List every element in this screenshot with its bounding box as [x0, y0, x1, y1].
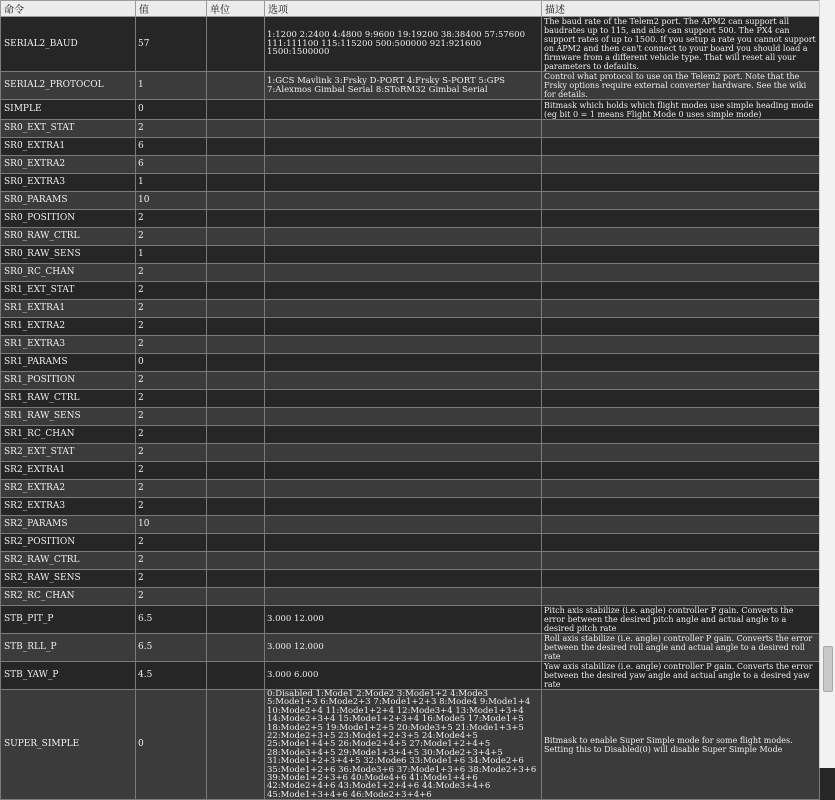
param-unit-cell — [207, 480, 265, 498]
param-value-cell[interactable]: 2 — [136, 498, 207, 516]
table-row[interactable] — [1, 192, 820, 210]
param-name-cell: SR0_RC_CHAN — [1, 264, 136, 282]
param-options-cell — [265, 138, 542, 156]
param-options-cell — [265, 354, 542, 372]
param-options-cell — [265, 462, 542, 480]
param-description-cell — [542, 570, 820, 588]
param-value-cell[interactable]: 6 — [136, 138, 207, 156]
param-name-cell: SR0_EXT_STAT — [1, 120, 136, 138]
table-row[interactable] — [1, 72, 820, 100]
param-name-cell: SR2_POSITION — [1, 534, 136, 552]
param-unit-cell — [207, 264, 265, 282]
param-name-cell: SR0_EXTRA2 — [1, 156, 136, 174]
param-value-cell[interactable]: 10 — [136, 516, 207, 534]
param-value-cell[interactable]: 2 — [136, 390, 207, 408]
table-row[interactable] — [1, 552, 820, 570]
param-value-cell[interactable]: 4.5 — [136, 662, 207, 690]
param-name-cell: SR1_EXT_STAT — [1, 282, 136, 300]
table-row[interactable] — [1, 606, 820, 634]
param-name-cell: SR2_PARAMS — [1, 516, 136, 534]
param-description-cell — [542, 138, 820, 156]
header-command[interactable]: 命令 — [1, 1, 136, 17]
param-description-cell — [542, 282, 820, 300]
param-value-cell[interactable]: 2 — [136, 264, 207, 282]
param-name-cell: SR0_EXTRA1 — [1, 138, 136, 156]
param-options-cell: 1:GCS Mavlink 3:Frsky D-PORT 4:Frsky S-PORT 5:GPS 7:Alexmos Gimbal Serial 8:SToRM32 Gimbal Serial — [265, 72, 542, 100]
param-unit-cell — [207, 100, 265, 120]
param-value-cell[interactable]: 2 — [136, 282, 207, 300]
table-row[interactable] — [1, 210, 820, 228]
param-value-cell[interactable]: 2 — [136, 588, 207, 606]
param-name-cell: SR1_RC_CHAN — [1, 426, 136, 444]
param-unit-cell — [207, 156, 265, 174]
table-row[interactable] — [1, 462, 820, 480]
table-row[interactable] — [1, 516, 820, 534]
param-value-cell[interactable]: 1 — [136, 246, 207, 264]
table-row[interactable] — [1, 390, 820, 408]
param-unit-cell — [207, 390, 265, 408]
param-options-cell — [265, 246, 542, 264]
param-name-cell: SR0_EXTRA3 — [1, 174, 136, 192]
param-name-cell: SR2_EXTRA1 — [1, 462, 136, 480]
param-value-cell[interactable]: 2 — [136, 318, 207, 336]
param-description-cell — [542, 552, 820, 570]
param-unit-cell — [207, 570, 265, 588]
param-options-cell — [265, 100, 542, 120]
param-unit-cell — [207, 354, 265, 372]
param-name-cell: SERIAL2_PROTOCOL — [1, 72, 136, 100]
param-name-cell: STB_PIT_P — [1, 606, 136, 634]
param-description-cell — [542, 192, 820, 210]
param-name-cell: SIMPLE — [1, 100, 136, 120]
param-options-cell — [265, 336, 542, 354]
param-value-cell[interactable]: 10 — [136, 192, 207, 210]
param-unit-cell — [207, 516, 265, 534]
param-value-cell[interactable]: 6 — [136, 156, 207, 174]
param-value-cell[interactable]: 2 — [136, 534, 207, 552]
param-description-cell — [542, 588, 820, 606]
param-value-cell[interactable]: 2 — [136, 408, 207, 426]
table-row[interactable] — [1, 588, 820, 606]
param-value-cell[interactable]: 2 — [136, 462, 207, 480]
vertical-scrollbar[interactable] — [819, 0, 835, 768]
table-row[interactable] — [1, 318, 820, 336]
param-unit-cell — [207, 552, 265, 570]
param-name-cell: SR2_EXT_STAT — [1, 444, 136, 462]
param-options-cell — [265, 390, 542, 408]
param-description-cell — [542, 156, 820, 174]
param-unit-cell — [207, 690, 265, 800]
param-name-cell: SR1_EXTRA3 — [1, 336, 136, 354]
param-description-cell — [542, 426, 820, 444]
param-description-cell — [542, 390, 820, 408]
table-row[interactable] — [1, 120, 820, 138]
param-description-cell: Pitch axis stabilize (i.e. angle) controller P gain. Converts the error between the desired pitch angle and actual angle to a desired pitch rate — [542, 606, 820, 634]
param-value-cell[interactable]: 0 — [136, 354, 207, 372]
param-name-cell: SR2_RAW_CTRL — [1, 552, 136, 570]
param-name-cell: SUPER_SIMPLE — [1, 690, 136, 800]
param-description-cell — [542, 300, 820, 318]
table-row[interactable] — [1, 228, 820, 246]
table-row[interactable] — [1, 17, 820, 72]
param-description-cell: Roll axis stabilize (i.e. angle) controller P gain. Converts the error between the desired roll angle and actual angle to a desired roll rate — [542, 634, 820, 662]
param-unit-cell — [207, 498, 265, 516]
table-row[interactable] — [1, 300, 820, 318]
table-row[interactable] — [1, 426, 820, 444]
param-options-cell — [265, 498, 542, 516]
table-row[interactable] — [1, 480, 820, 498]
param-options-cell — [265, 426, 542, 444]
param-description-cell: Yaw axis stabilize (i.e. angle) controller P gain. Converts the error between the desired yaw angle and actual angle to a desired yaw rate — [542, 662, 820, 690]
param-value-cell[interactable]: 2 — [136, 210, 207, 228]
header-unit[interactable]: 单位 — [207, 1, 265, 17]
param-description-cell — [542, 354, 820, 372]
param-options-cell — [265, 300, 542, 318]
param-description-cell: The baud rate of the Telem2 port. The APM2 can support all baudrates up to 115, and also can support 500. The PX4 can support rates of up to 1500. If you setup a rate you cannot support on APM2 and then can't connect to your board you should load a firmware from a different vehicle type. That will reset all your parameters to defaults. — [542, 17, 820, 72]
table-row[interactable] — [1, 498, 820, 516]
param-unit-cell — [207, 634, 265, 662]
param-name-cell: SR2_EXTRA3 — [1, 498, 136, 516]
table-row[interactable] — [1, 662, 820, 690]
param-unit-cell — [207, 300, 265, 318]
table-row[interactable] — [1, 354, 820, 372]
param-options-cell — [265, 444, 542, 462]
param-options-cell: 3.000 6.000 — [265, 662, 542, 690]
param-options-cell — [265, 516, 542, 534]
param-options-cell — [265, 120, 542, 138]
param-name-cell: SR0_RAW_CTRL — [1, 228, 136, 246]
param-options-cell — [265, 192, 542, 210]
param-options-cell — [265, 570, 542, 588]
param-name-cell: SR1_EXTRA2 — [1, 318, 136, 336]
param-description-cell — [542, 210, 820, 228]
table-row[interactable] — [1, 634, 820, 662]
param-options-cell: 0:Disabled 1:Mode1 2:Mode2 3:Mode1+2 4:Mode3 5:Mode1+3 6:Mode2+3 7:Mode1+2+3 8:Mode4 9:Mode1+4 10:Mode2+4 11:Mode1+2+4 12:Mode3+4 13:Mode1+3+4 14:Mode2+3+4 15:Mode1+2+3+4 16:Mode5 17:Mode1+5 18:Mode2+5 19:Mode1+2+5 20:Mode3+5 21:Mode1+3+5 22:Mode2+3+5 23:Mode1+2+3+5 24:Mode4+5 25:Mode1+4+5 26:Mode2+4+5 27:Mode1+2+4+5 28:Mode3+4+5 29:Mode1+3+4+5 30:Mode2+3+4+5 31:Mode1+2+3+4+5 32:Mode6 33:Mode1+6 34:Mode2+6 35:Mode1+2+6 36:Mode3+6 37:Mode1+3+6 38:Mode2+3+6 39:Mode1+2+3+6 40:Mode4+6 41:Mode1+4+6 42:Mode2+4+6 43:Mode1+2+4+6 44:Mode3+4+6 45:Mode1+3+4+6 46:Mode2+3+4+6 — [265, 690, 542, 800]
param-name-cell: SR1_RAW_CTRL — [1, 390, 136, 408]
param-unit-cell — [207, 120, 265, 138]
param-unit-cell — [207, 174, 265, 192]
param-options-cell — [265, 408, 542, 426]
param-unit-cell — [207, 72, 265, 100]
param-description-cell — [542, 246, 820, 264]
param-name-cell: SR1_EXTRA1 — [1, 300, 136, 318]
table-row[interactable] — [1, 100, 820, 120]
table-row[interactable] — [1, 690, 820, 800]
table-row[interactable] — [1, 138, 820, 156]
param-description-cell — [542, 534, 820, 552]
param-value-cell[interactable]: 2 — [136, 570, 207, 588]
param-value-cell[interactable]: 2 — [136, 372, 207, 390]
param-options-cell — [265, 210, 542, 228]
param-description-cell — [542, 228, 820, 246]
table-row[interactable] — [1, 372, 820, 390]
param-unit-cell — [207, 336, 265, 354]
param-description-cell: Control what protocol to use on the Telem2 port. Note that the Frsky options require external converter hardware. See the wiki for details. — [542, 72, 820, 100]
param-options-cell: 3.000 12.000 — [265, 606, 542, 634]
param-unit-cell — [207, 138, 265, 156]
table-row[interactable] — [1, 336, 820, 354]
header-description[interactable]: 描述 — [542, 1, 820, 17]
param-options-cell — [265, 372, 542, 390]
param-value-cell[interactable]: 1 — [136, 174, 207, 192]
scrollbar-thumb[interactable] — [823, 646, 833, 692]
param-options-cell — [265, 534, 542, 552]
param-description-cell — [542, 264, 820, 282]
param-options-cell — [265, 174, 542, 192]
param-description-cell — [542, 318, 820, 336]
param-value-cell[interactable]: 2 — [136, 120, 207, 138]
param-name-cell: STB_RLL_P — [1, 634, 136, 662]
param-name-cell: SR2_RAW_SENS — [1, 570, 136, 588]
param-value-cell[interactable]: 2 — [136, 336, 207, 354]
param-value-cell[interactable]: 2 — [136, 480, 207, 498]
param-options-cell — [265, 156, 542, 174]
param-description-cell: Bitmask to enable Super Simple mode for some flight modes. Setting this to Disabled(0) will disable Super Simple Mode — [542, 690, 820, 800]
param-value-cell[interactable]: 2 — [136, 444, 207, 462]
param-description-cell — [542, 372, 820, 390]
param-value-cell[interactable]: 6.5 — [136, 606, 207, 634]
param-value-cell[interactable]: 0 — [136, 100, 207, 120]
param-description-cell — [542, 480, 820, 498]
param-unit-cell — [207, 318, 265, 336]
param-unit-cell — [207, 282, 265, 300]
param-unit-cell — [207, 534, 265, 552]
param-name-cell: SR1_PARAMS — [1, 354, 136, 372]
param-value-cell[interactable]: 57 — [136, 17, 207, 72]
param-options-cell — [265, 318, 542, 336]
param-name-cell: SR0_RAW_SENS — [1, 246, 136, 264]
param-unit-cell — [207, 17, 265, 72]
param-description-cell — [542, 120, 820, 138]
param-description-cell — [542, 174, 820, 192]
param-options-cell — [265, 588, 542, 606]
param-options-cell — [265, 282, 542, 300]
header-value[interactable]: 值 — [136, 1, 207, 17]
param-options-cell: 3.000 12.000 — [265, 634, 542, 662]
table-row[interactable] — [1, 246, 820, 264]
table-row[interactable] — [1, 444, 820, 462]
table-row[interactable] — [1, 534, 820, 552]
param-value-cell[interactable]: 2 — [136, 300, 207, 318]
param-name-cell: SR1_RAW_SENS — [1, 408, 136, 426]
table-row[interactable] — [1, 570, 820, 588]
table-row[interactable] — [1, 156, 820, 174]
param-description-cell — [542, 336, 820, 354]
param-name-cell: SERIAL2_BAUD — [1, 17, 136, 72]
param-name-cell: SR2_EXTRA2 — [1, 480, 136, 498]
table-row[interactable] — [1, 174, 820, 192]
param-unit-cell — [207, 372, 265, 390]
param-options-cell — [265, 552, 542, 570]
param-description-cell — [542, 444, 820, 462]
param-options-cell — [265, 264, 542, 282]
param-name-cell: SR2_RC_CHAN — [1, 588, 136, 606]
param-options-cell: 1:1200 2:2400 4:4800 9:9600 19:19200 38:38400 57:57600 111:111100 115:115200 500:500000 921:921600 1500:1500000 — [265, 17, 542, 72]
param-unit-cell — [207, 228, 265, 246]
param-value-cell[interactable]: 2 — [136, 228, 207, 246]
table-row[interactable] — [1, 282, 820, 300]
param-description-cell — [542, 408, 820, 426]
header-options[interactable]: 选项 — [265, 1, 542, 17]
param-unit-cell — [207, 462, 265, 480]
param-value-cell[interactable]: 1 — [136, 72, 207, 100]
table-row[interactable] — [1, 408, 820, 426]
header-row — [1, 1, 820, 17]
param-options-cell — [265, 480, 542, 498]
param-unit-cell — [207, 408, 265, 426]
param-unit-cell — [207, 210, 265, 228]
table-row[interactable] — [1, 264, 820, 282]
param-unit-cell — [207, 246, 265, 264]
param-unit-cell — [207, 588, 265, 606]
param-unit-cell — [207, 192, 265, 210]
param-value-cell[interactable]: 6.5 — [136, 634, 207, 662]
param-description-cell — [542, 516, 820, 534]
param-options-cell — [265, 228, 542, 246]
param-unit-cell — [207, 426, 265, 444]
param-name-cell: SR0_PARAMS — [1, 192, 136, 210]
param-unit-cell — [207, 662, 265, 690]
param-value-cell[interactable]: 2 — [136, 426, 207, 444]
param-description-cell: Bitmask which holds which flight modes use simple heading mode (eg bit 0 = 1 means Flight Mode 0 uses simple mode) — [542, 100, 820, 120]
param-description-cell — [542, 462, 820, 480]
param-name-cell: SR0_POSITION — [1, 210, 136, 228]
param-unit-cell — [207, 606, 265, 634]
param-value-cell[interactable]: 0 — [136, 690, 207, 800]
param-name-cell: STB_YAW_P — [1, 662, 136, 690]
param-description-cell — [542, 498, 820, 516]
param-unit-cell — [207, 444, 265, 462]
param-name-cell: SR1_POSITION — [1, 372, 136, 390]
param-value-cell[interactable]: 2 — [136, 552, 207, 570]
